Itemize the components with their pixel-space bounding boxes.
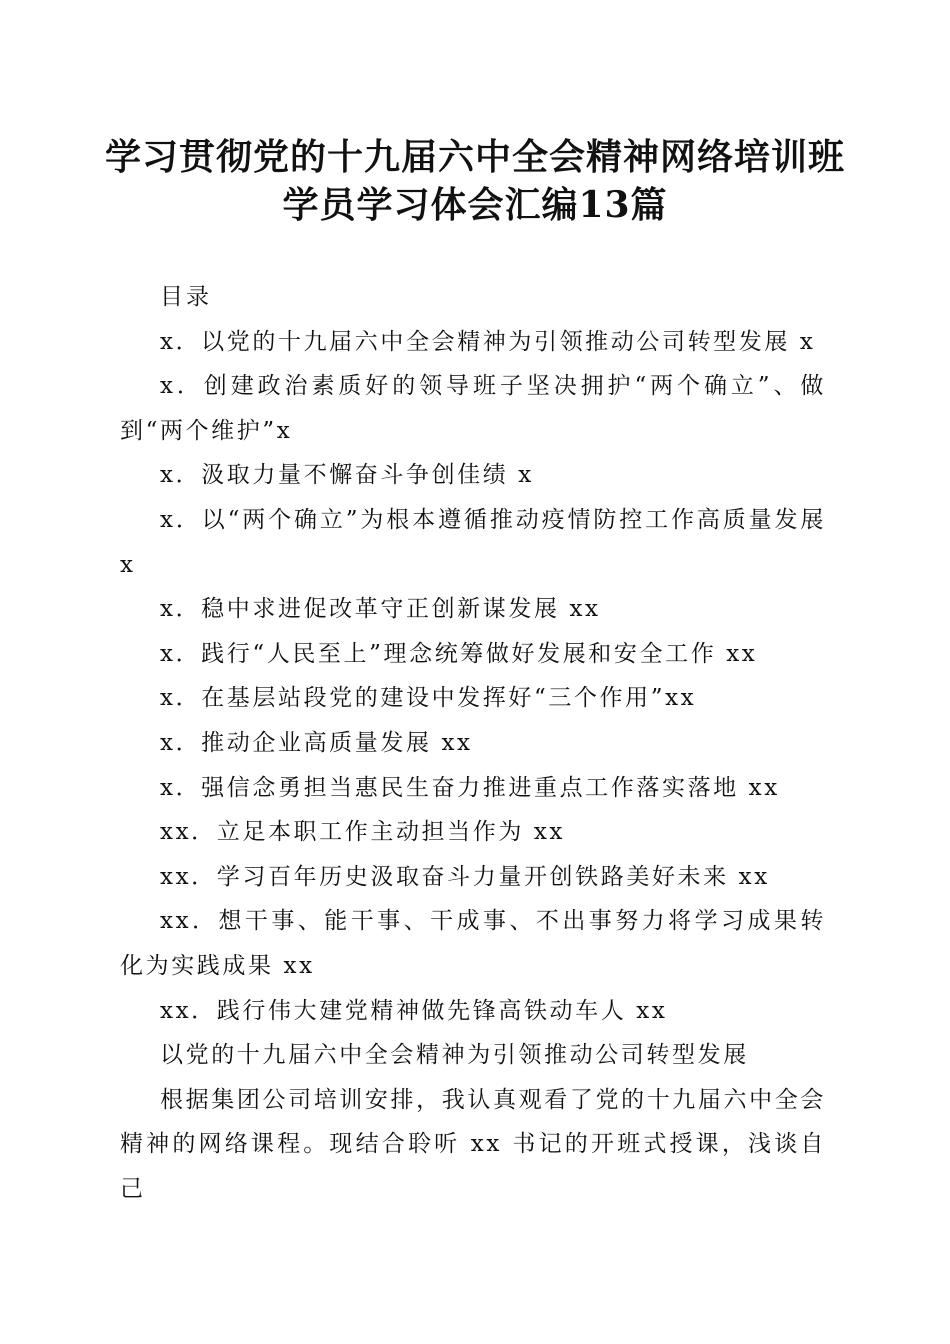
toc-entry-3: x．汲取力量不懈奋斗争创佳绩 x — [160, 462, 534, 489]
toc-entry-4: x．以“两个确立”为根本遵循推动疫情防控工作高质量发展 x — [120, 506, 826, 578]
document-title-line-1: 学习贯彻党的十九届六中全会精神网络培训班 — [104, 136, 845, 178]
toc-entry-5: x．稳中求进促改革守正创新谋发展 xx — [160, 596, 601, 623]
toc-entry-11: xx．学习百年历史汲取奋斗力量开创铁路美好未来 xx — [160, 863, 770, 890]
toc-entry-13: xx．践行伟大建党精神做先锋高铁动车人 xx — [160, 997, 668, 1024]
toc-entry-6: x．践行“人民至上”理念统筹做好发展和安全工作 xx — [160, 640, 758, 667]
document-body — [120, 275, 826, 1211]
document-title-line-2: 学员学习体会汇编13篇 — [282, 184, 668, 226]
toc-entry-1: x．以党的十九届六中全会精神为引领推动公司转型发展 x — [160, 328, 816, 355]
toc-entry-10: xx．立足本职工作主动担当作为 xx — [160, 819, 565, 846]
toc-heading: 目录 — [160, 284, 212, 310]
toc-entry-12: xx．想干事、能干事、干成事、不出事努力将学习成果转化为实践成果 xx — [120, 908, 826, 979]
section-title: 以党的十九届六中全会精神为引领推动公司转型发展 — [160, 1042, 749, 1069]
body-paragraph: 根据集团公司培训安排，我认真观看了党的十九届六中全会精神的网络课程。现结合聆听 xx 书记的开班式授课，浅谈自己 — [120, 1086, 826, 1202]
toc-entry-9: x．强信念勇担当惠民生奋力推进重点工作落实落地 xx — [160, 774, 780, 801]
toc-entry-7: x．在基层站段党的建设中发挥好“三个作用”xx — [160, 685, 697, 712]
toc-entry-8: x．推动企业高质量发展 xx — [160, 729, 473, 756]
toc-entry-2: x．创建政治素质好的领导班子坚决拥护“两个确立”、做到“两个维护”x — [120, 373, 826, 444]
